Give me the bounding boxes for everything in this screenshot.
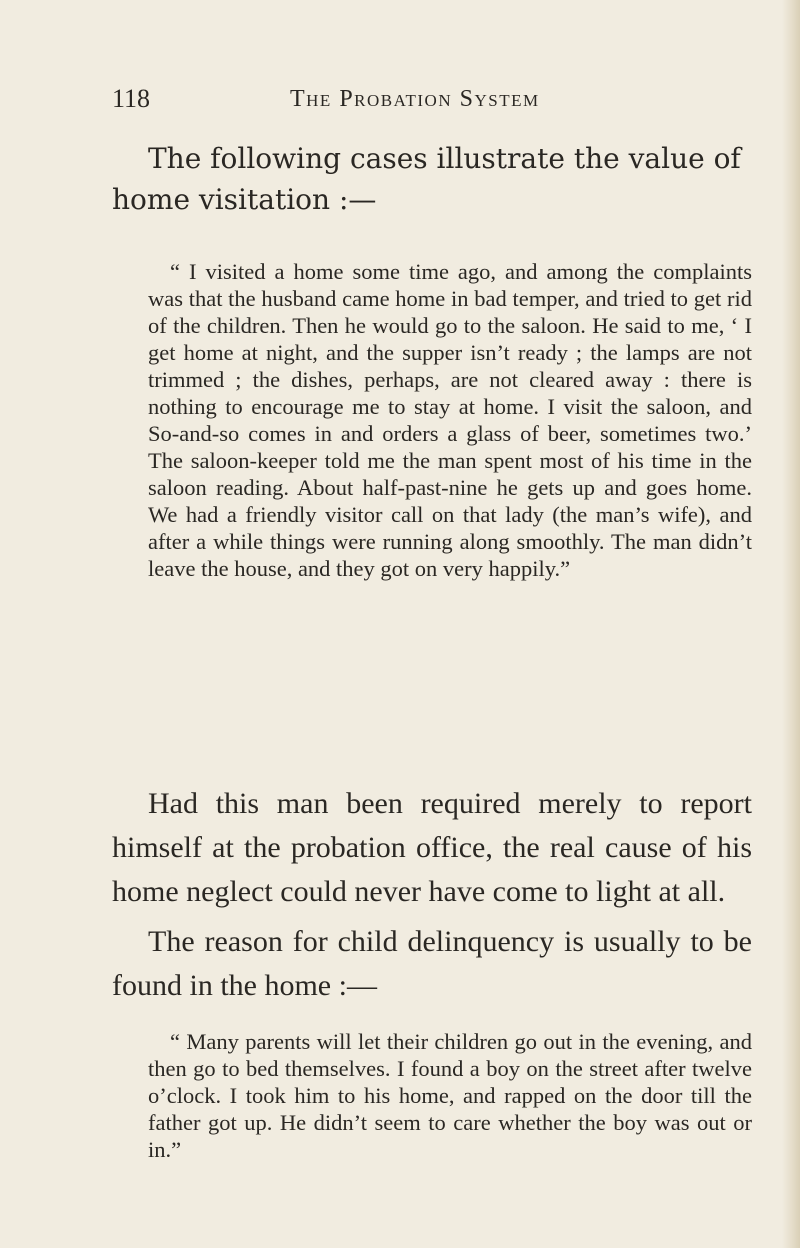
page-number: 118 (112, 84, 151, 113)
quotation-home-visit: “ I visited a home some time ago, and among the complaints was that the husband came home in bad temper, and tried to get rid of the children. Then he would go to the saloon. He said to me, ‘ I get home at night, and the supper isn’t ready ; the lamps are not trimmed ; the dishes, perhaps, are not cleared away : there is nothing to encourage me to stay at home. I visit the saloon, and So-and-so comes in and orders a glass of beer, sometimes two.’ The saloon-keeper told me the man spent most of his time in the saloon reading. About half-past-nine he gets up and goes home. We had a friendly visitor call on that lady (the man’s wife), and after a while things were running along smoothly. The man didn’t leave the house, and they got on very happily.” (148, 259, 752, 581)
body-paragraph-child-delinquency: The reason for child delinquency is usually to be found in the home :— (112, 925, 752, 1002)
body-paragraph-probation-office: Had this man been required merely to report himself at the probation office, the real cause of his home neglect could never have come to light at all. (112, 787, 752, 908)
running-head: The Probation System (290, 86, 540, 112)
intro-paragraph: The following cases illustrate the value of home visitation :— (112, 142, 741, 216)
page-header (112, 84, 752, 120)
page-edge-shadow (782, 0, 800, 1248)
quotation-parents: “ Many parents will let their children go out in the evening, and then go to bed themselves. I found a boy on the street after twelve o’clock. I took him to his home, and rapped on the door till the father got up. He didn’t seem to care whether the boy was out or in.” (148, 1029, 752, 1162)
